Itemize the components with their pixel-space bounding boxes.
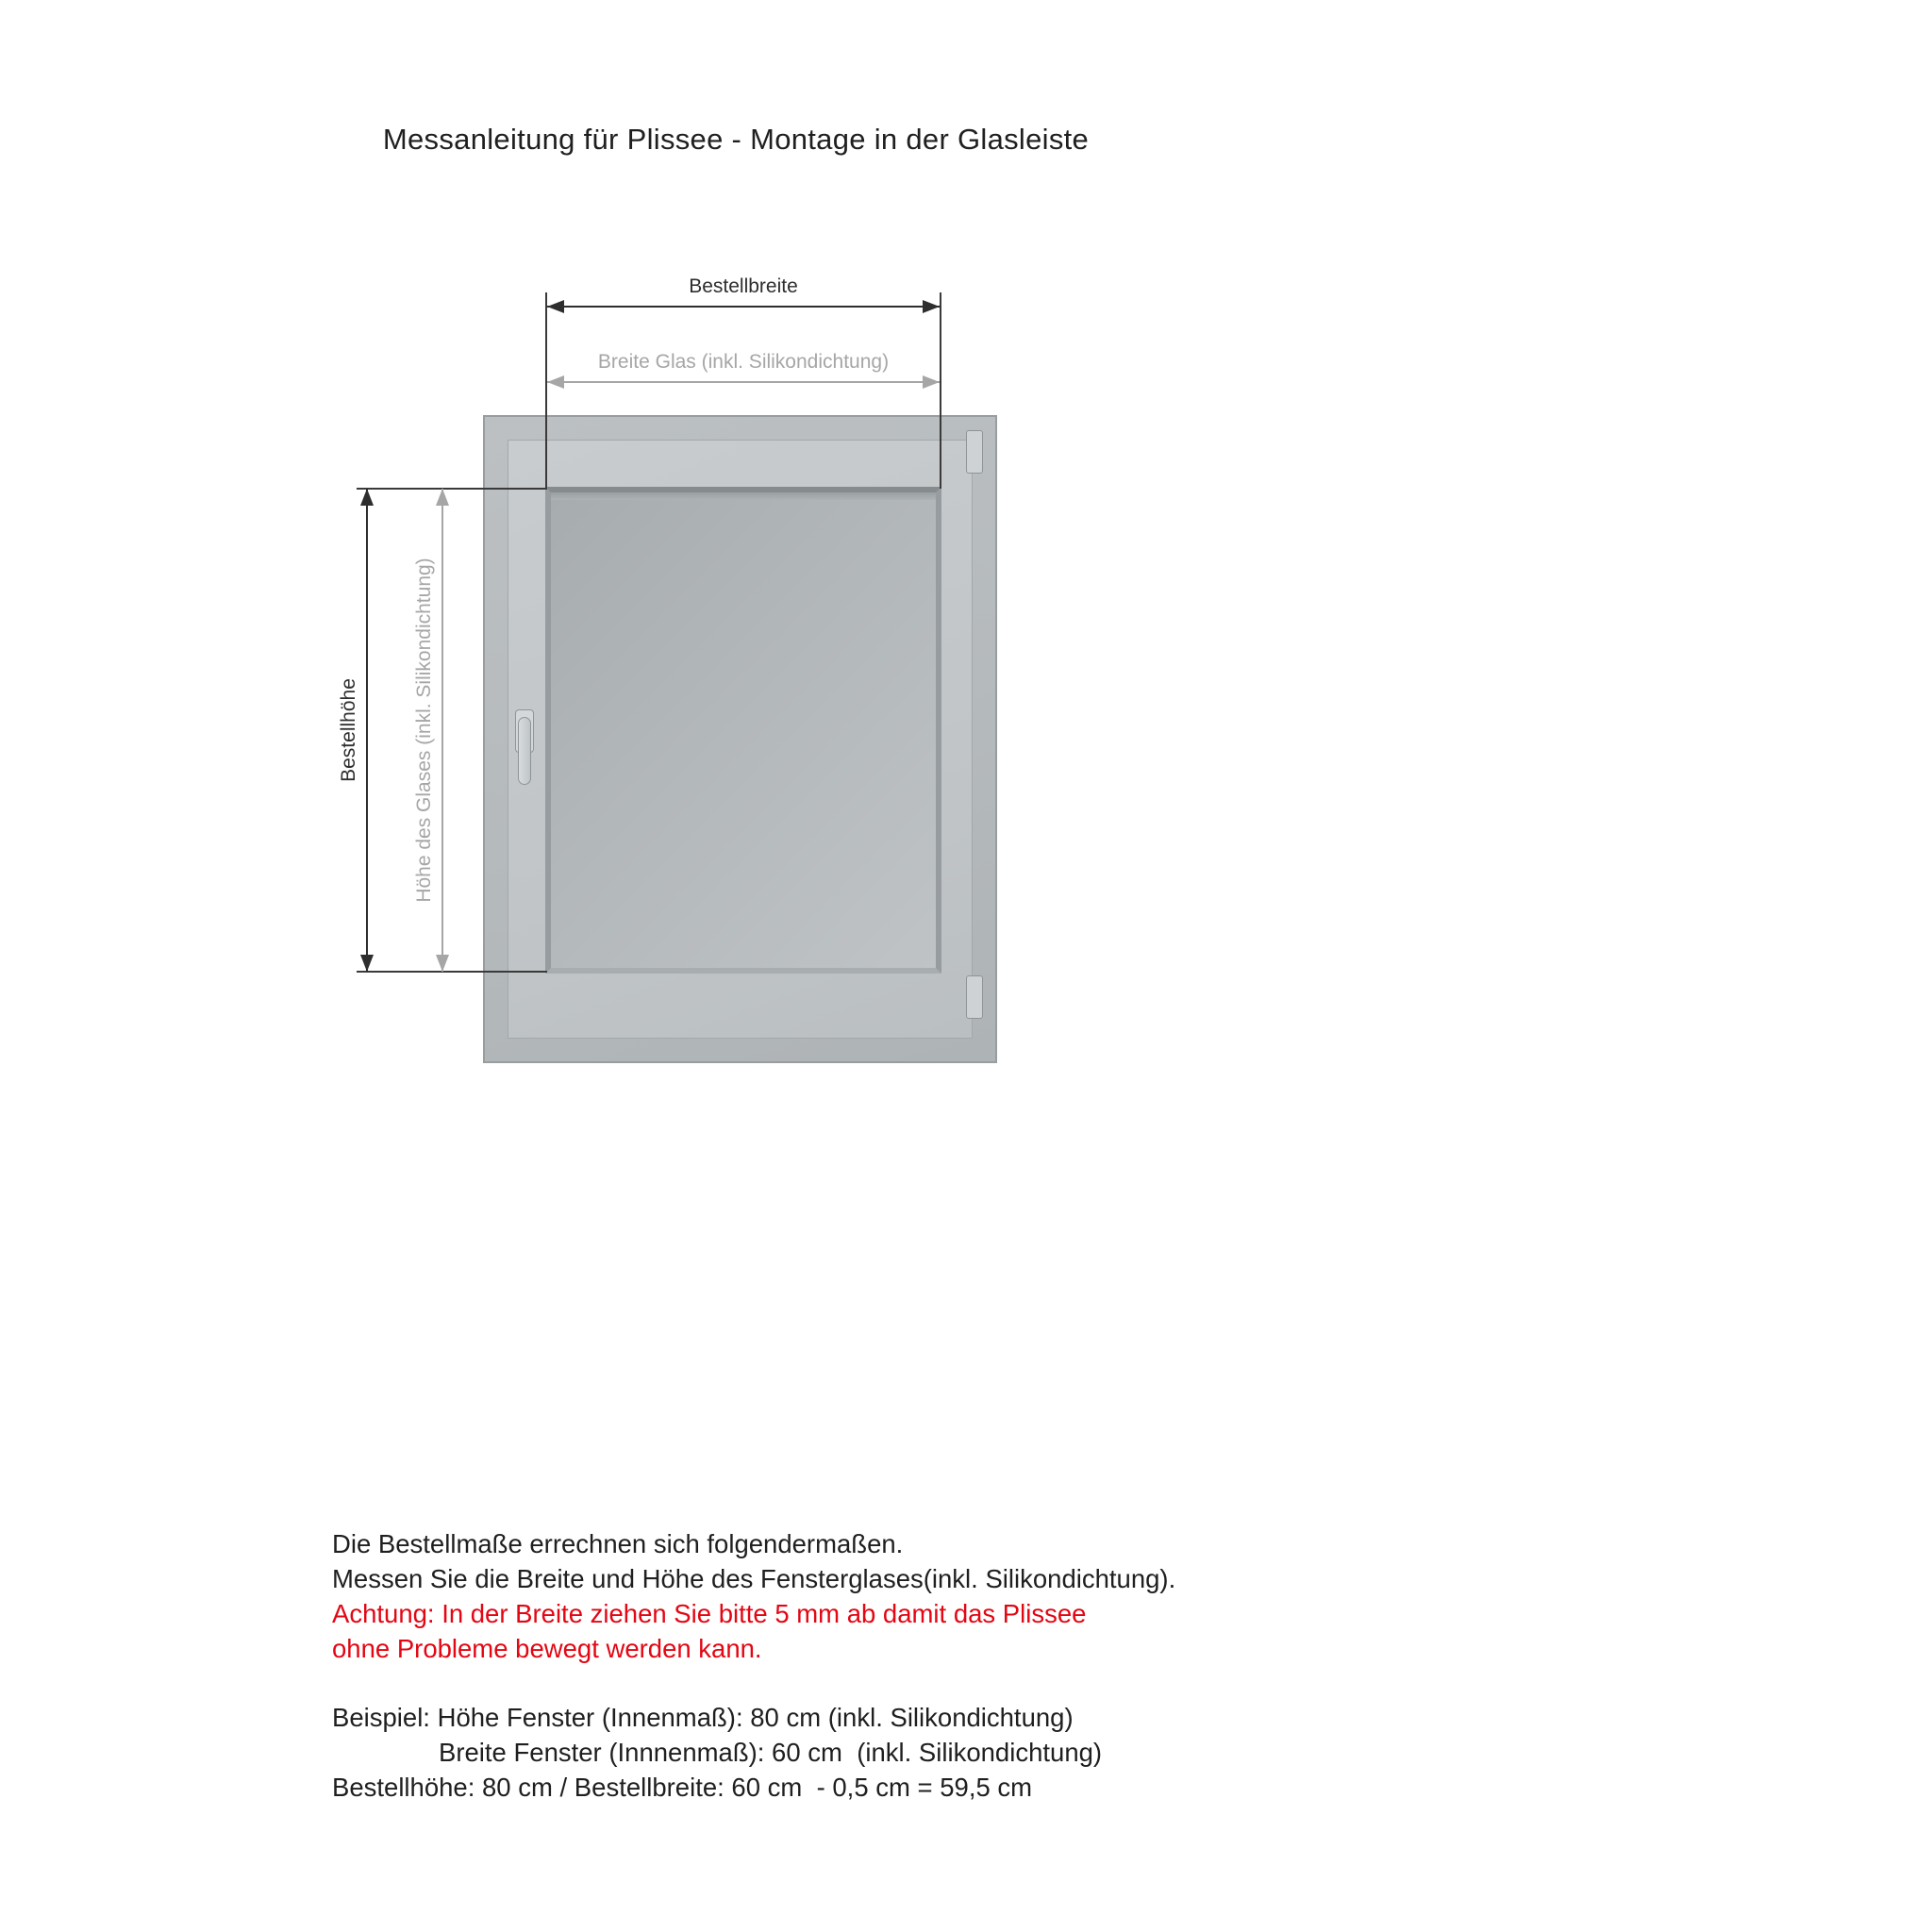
text-spacer [332,1666,1672,1700]
extension-line-right-vertical [940,292,941,489]
window-glass [545,487,941,974]
warning-line-2: ohne Probleme bewegt werden kann. [332,1634,762,1663]
warning-line-1: Achtung: In der Breite ziehen Sie bitte 5 mm ab damit das Plissee [332,1599,1087,1628]
instructions-block [332,1526,1672,1805]
extension-line-left-vertical [545,292,547,489]
glass-width-label: Breite Glas (inkl. Silikondichtung) [597,351,890,373]
example-line-1: Beispiel: Höhe Fenster (Innenmaß): 80 cm (inkl. Silikondichtung) [332,1703,1074,1732]
order-width-label: Bestellbreite [689,275,798,297]
glazing-bead-top [551,492,936,500]
glass-height-arrow [441,489,443,972]
glass-height-label: Höhe des Glases (inkl. Silikondichtung) [413,558,435,903]
window-handle [518,717,531,785]
order-width-arrow [547,306,940,308]
example-line-3: Bestellhöhe: 80 cm / Bestellbreite: 60 cm - 0,5 cm = 59,5 cm [332,1773,1033,1802]
extension-line-top-horizontal [357,488,547,490]
order-height-label: Bestellhöhe [338,678,359,782]
page-title: Messanleitung für Plissee - Montage in der Glasleiste [382,123,1090,156]
window-hinge-bottom [966,975,983,1019]
instruction-line-2: Messen Sie die Breite und Höhe des Fensterglases(inkl. Silikondichtung). [332,1564,1176,1593]
window-hinge-top [966,430,983,474]
glass-width-arrow [547,381,940,383]
extension-line-bottom-horizontal [357,971,547,973]
example-line-2: Breite Fenster (Innnenmaß): 60 cm (inkl. Silikondichtung) [439,1738,1103,1767]
order-height-arrow [366,489,368,972]
instruction-line-1: Die Bestellmaße errechnen sich folgendermaßen. [332,1529,904,1558]
